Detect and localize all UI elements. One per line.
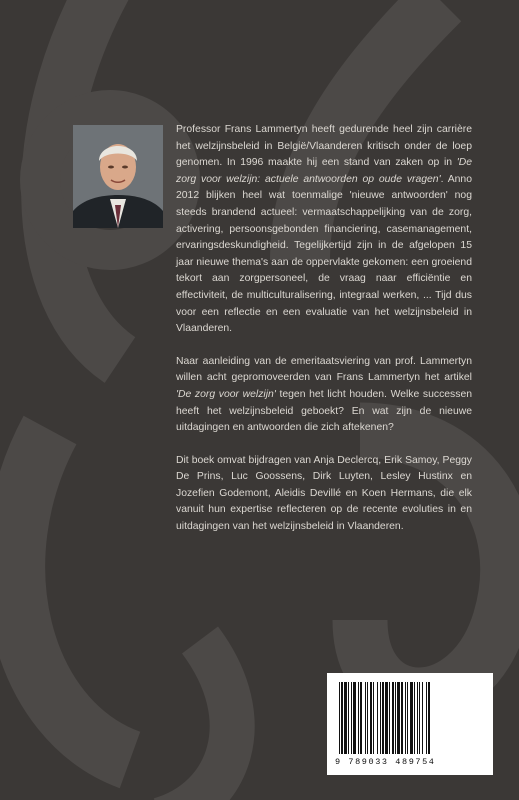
barcode-bar (365, 682, 366, 754)
barcode-label (327, 673, 493, 775)
barcode-bar (353, 682, 356, 754)
barcode-bar (348, 682, 349, 754)
barcode-bar (401, 682, 403, 754)
occasion-text-part2: tegen het licht houden. Welke successen heeft het welzijnsbeleid geboekt? En wat zijn de nieuwe uitdagingen en antwoorden die zich aftekenen? (176, 388, 472, 434)
back-cover-text (176, 122, 472, 536)
occasion-text-part1: Naar aanleiding van de emeritaatsviering van prof. Lammertyn willen acht gepromoveerden van Frans Lammertyn het artikel (176, 355, 472, 384)
barcode-bar (397, 682, 400, 754)
barcode-bar (358, 682, 359, 754)
barcode-bar (392, 682, 394, 754)
barcode-bar (407, 682, 408, 754)
barcode-bar (428, 682, 430, 754)
barcode-bar (344, 682, 347, 754)
author-portrait-icon (73, 125, 163, 228)
barcode-bar (385, 682, 388, 754)
intro-text-part1: Professor Frans Lammertyn heeft gedurende heel zijn carrière het welzijnsbeleid in België/Vlaanderen kritisch onder de loep genomen. In 1996 maakte hij een stand van zaken op in (176, 124, 472, 169)
barcode-bar (382, 682, 384, 754)
barcode-bar (339, 682, 340, 754)
barcode-bar (360, 682, 362, 754)
barcode-bar (414, 682, 415, 754)
barcode-bar (395, 682, 396, 754)
barcode-bar (380, 682, 381, 754)
intro-text-part2: . Anno 2012 blijken heel wat toenmalige 'nieuwe antwoorden' nog steeds brandend actueel: vermaatschappelijking van de zorg, activering, persoonsgebonden financiering, casemanagement, ervaringsdeskundigheid. Tegelijkertijd zijn in de afgelopen 15 jaar nieuwe thema's aan de oppervlakte gekomen: een groeiend tekort aan zorgpersoneel, de vraag naar efficiëntie en effectiviteit, de multiculturalisering, integraal werken, ... Tijd dus voor een reflectie en een evaluatie van het welzijnsbeleid in Vlaanderen. (176, 173, 472, 335)
barcode-bar (367, 682, 368, 754)
occasion-paragraph (176, 354, 472, 437)
barcode-bar (417, 682, 418, 754)
barcode-bar (377, 682, 378, 754)
barcode-icon (337, 682, 483, 754)
occasion-cited-title: 'De zorg voor welzijn' (176, 388, 276, 400)
barcode-bar (426, 682, 427, 754)
contributors-paragraph: Dit boek omvat bijdragen van Anja Declercq, Erik Samoy, Peggy De Prins, Luc Goossens, Dirk Luyten, Lesley Hustinx en Jozefien Godemont, Aleidis Devillé en Koen Hermans, die elk vanuit hun expertise reflecteren op de recente evoluties in en uitdagingen van het welzijnsbeleid in Vlaanderen. (176, 454, 472, 533)
intro-cited-title: 'De zorg voor welzijn: actuele antwoorden op oude vragen' (176, 157, 472, 185)
barcode-bar (389, 682, 390, 754)
barcode-bar (422, 682, 423, 754)
intro-paragraph (176, 122, 472, 338)
barcode-bar (341, 682, 343, 754)
barcode-bar (410, 682, 413, 754)
barcode-bar (370, 682, 372, 754)
isbn-number: 9 789033 489754 (335, 757, 436, 767)
barcode-bar (373, 682, 374, 754)
barcode-bar (351, 682, 352, 754)
barcode-bar (405, 682, 406, 754)
author-portrait (73, 125, 163, 228)
barcode-bar (419, 682, 420, 754)
